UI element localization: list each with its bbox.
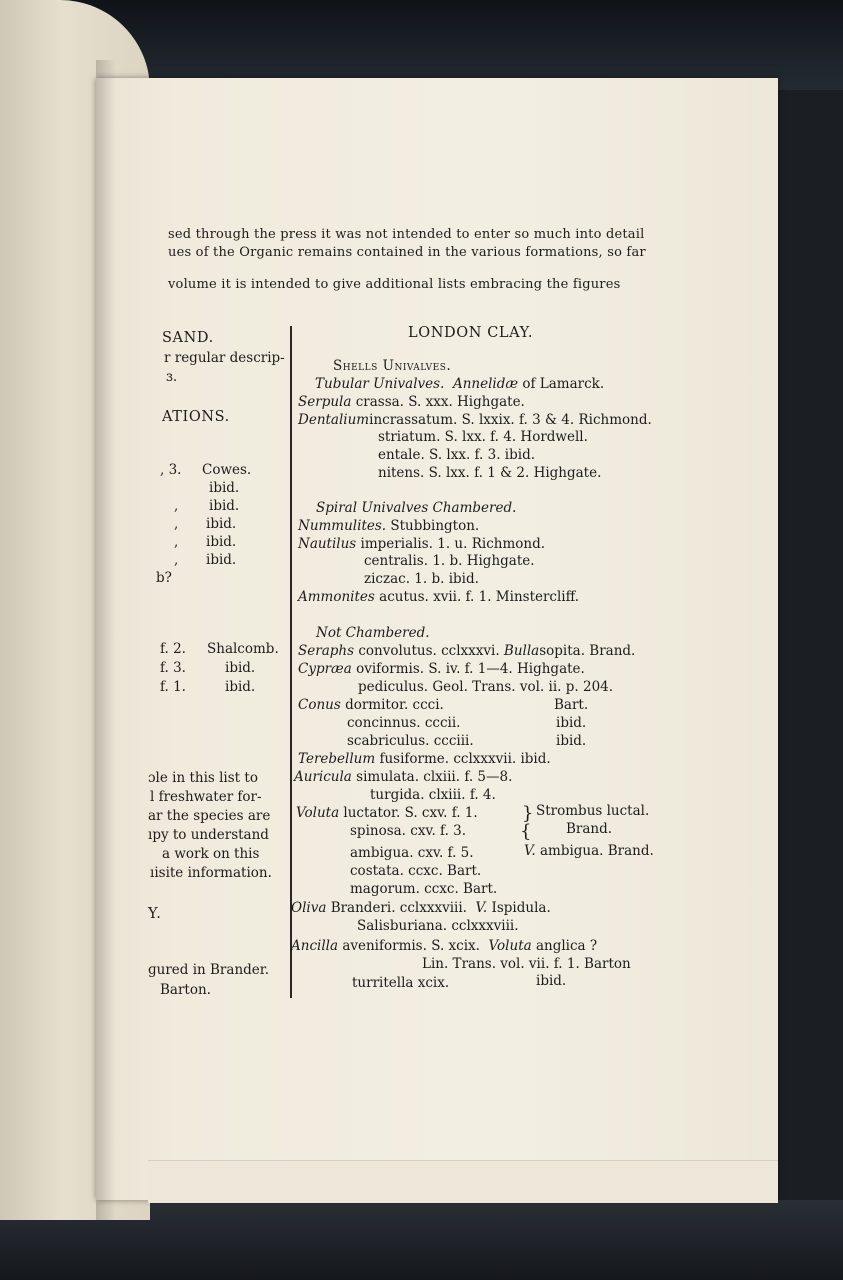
shells-univalves-heading: Shells Univalves.: [333, 358, 452, 374]
entry-detail: fusiforme. cclxxxvii. ibid.: [379, 751, 551, 767]
para-line: a work on this: [162, 846, 260, 862]
london-clay-heading: LONDON CLAY.: [408, 325, 534, 341]
genus-name: Bulla: [503, 643, 540, 659]
cypraea-row: [298, 661, 585, 678]
conus-row: [298, 697, 444, 714]
strombus-label: Strombus luctal.: [536, 803, 650, 819]
entry-detail: anglica ?: [535, 938, 598, 954]
genus-abbrev: V.: [475, 900, 488, 916]
pediculus-row: pediculus. Geol. Trans. vol. ii. p. 204.: [358, 679, 614, 695]
para-line: l freshwater for-: [150, 789, 262, 805]
entry-detail: crassa. S. xxx. Highgate.: [355, 394, 525, 410]
left-ref: , 3.: [160, 462, 182, 478]
turritella-row: turritella xcix.: [352, 975, 450, 991]
not-chambered-heading: Not Chambered.: [316, 625, 430, 641]
annelidae-label: Annelidæ: [452, 376, 519, 392]
entry-detail: ambigua. Brand.: [539, 843, 654, 859]
descrip-line-1: r regular descrip-: [164, 350, 285, 366]
centralis-row: centralis. 1. b. Highgate.: [364, 553, 535, 569]
spinosa-row: spinosa. cxv. f. 3.: [350, 823, 467, 839]
scabriculus-place: ibid.: [556, 733, 587, 749]
entale-row: entale. S. lxx. f. 3. ibid.: [378, 447, 536, 463]
left-ref: ,: [174, 516, 179, 532]
para-line: ıisite information.: [150, 865, 272, 881]
salisburiana-row: Salisburiana. cclxxxviii.: [357, 918, 519, 934]
genus-name: Ammonites: [298, 589, 375, 605]
column-divider: [290, 326, 292, 998]
left-place: ibid.: [206, 552, 237, 568]
left-ref: f. 2.: [160, 641, 186, 657]
descrip-line-2: ɜ.: [166, 369, 178, 385]
spiral-heading: Spiral Univalves Chambered.: [316, 500, 517, 516]
genus-name: Cypræa: [298, 661, 352, 677]
y-heading: Y.: [148, 906, 162, 922]
genus-name: Ancilla: [291, 938, 339, 954]
ziczac-row: ziczac. 1. b. ibid.: [364, 571, 479, 587]
entry-detail: dormitor. ccci.: [345, 697, 444, 713]
genus-name: Serpula: [298, 394, 352, 410]
genus-name: Voluta: [488, 938, 532, 954]
left-place: ibid.: [225, 679, 256, 695]
brand-label: Brand.: [566, 821, 613, 837]
ancilla-row: [291, 938, 597, 955]
genus-name: Conus: [298, 697, 341, 713]
seraphs-row: [298, 643, 635, 660]
lin-trans-row: Lin. Trans. vol. vii. f. 1. Barton: [422, 956, 631, 972]
left-ref: ,: [174, 498, 179, 514]
magorum-row: magorum. ccxc. Bart.: [350, 881, 498, 897]
intro-line-2: ues of the Organic remains contained in the various formations, so far: [168, 245, 646, 260]
nummulites-row: [298, 518, 479, 535]
serpula-row: [298, 394, 525, 411]
oliva-row: [291, 900, 551, 917]
genus-abbrev: V.: [524, 843, 536, 859]
left-place: ibid.: [209, 480, 240, 496]
entry-detail: aveniformis. S. xcix.: [342, 938, 480, 954]
v-ambigua: [524, 843, 654, 860]
concinnus-row: concinnus. cccii.: [347, 715, 461, 731]
genus-name: Terebellum: [298, 751, 376, 767]
para-line: ıpy to understand: [148, 827, 269, 843]
genus-name: Voluta: [296, 805, 340, 821]
of-lamarck: of Lamarck.: [522, 376, 605, 392]
entry-detail: oviformis. S. iv. f. 1—4. Highgate.: [356, 661, 585, 677]
entry-detail: Stubbington.: [390, 518, 480, 534]
tail-line-2: Barton.: [160, 982, 211, 998]
genus-name: Nautilus: [298, 536, 357, 552]
left-place: ibid.: [206, 534, 237, 550]
intro-line-1: sed through the press it was not intended to enter so much into detail: [168, 227, 645, 242]
entry-detail: luctator. S. cxv. f. 1.: [343, 805, 478, 821]
tubular-line: [315, 376, 604, 393]
genus-name: Dentalium: [298, 412, 370, 428]
costata-row: costata. ccxc. Bart.: [350, 863, 482, 879]
left-place: Cowes.: [202, 462, 252, 478]
left-place: ibid.: [209, 498, 240, 514]
scabriculus-row: scabriculus. ccciii.: [347, 733, 474, 749]
entry-detail: imperialis. 1. u. Richmond.: [360, 536, 546, 552]
para-line: ɔle in this list to: [148, 770, 258, 786]
entry-detail: Branderi. cclxxxviii.: [330, 900, 467, 916]
intro-line-3: volume it is intended to give additional lists embracing the figures: [168, 277, 621, 292]
entry-detail: acutus. xvii. f. 1. Minstercliff.: [379, 589, 580, 605]
nitens-row: nitens. S. lxx. f. 1 & 2. Highgate.: [378, 465, 602, 481]
left-ref: f. 3.: [160, 660, 186, 676]
entry-detail: convolutus. cclxxxvi.: [358, 643, 500, 659]
left-ref: f. 1.: [160, 679, 186, 695]
left-ref: ,: [174, 534, 179, 550]
nautilus-row: [298, 536, 545, 553]
ambigua-row: ambigua. cxv. f. 5.: [350, 845, 474, 861]
brace-top: }: [522, 803, 534, 824]
tubular-label: Tubular Univalves.: [315, 376, 445, 392]
brace-bottom: {: [520, 821, 532, 842]
para-line: ar the species are: [148, 808, 271, 824]
left-ref: ,: [174, 552, 179, 568]
tail-line-1: ɡured in Brander.: [148, 962, 270, 978]
ations-heading: ATIONS.: [162, 409, 230, 425]
left-ref: b?: [156, 570, 172, 586]
genus-name: Seraphs: [298, 643, 355, 659]
terebellum-row: [298, 751, 551, 768]
entry-detail: sopita. Brand.: [539, 643, 636, 659]
concinnus-place: ibid.: [556, 715, 587, 731]
entry-detail: simulata. clxiii. f. 5—8.: [356, 769, 513, 785]
sand-heading: SAND.: [162, 330, 214, 346]
dentalium-row: [298, 412, 652, 429]
left-place: Shalcomb.: [207, 641, 279, 657]
conus-place: Bart.: [554, 697, 589, 713]
entry-detail: Ispidula.: [491, 900, 551, 916]
turgida-row: turgida. clxiii. f. 4.: [370, 787, 496, 803]
turritella-place: ibid.: [536, 973, 567, 989]
genus-name: Oliva: [291, 900, 327, 916]
auricula-row: [294, 769, 512, 786]
genus-name: Nummulites.: [298, 518, 387, 534]
left-place: ibid.: [206, 516, 237, 532]
left-place: ibid.: [225, 660, 256, 676]
striatum-row: striatum. S. lxx. f. 4. Hordwell.: [378, 429, 588, 445]
genus-name: Auricula: [294, 769, 352, 785]
entry-detail: incrassatum. S. lxxix. f. 3 & 4. Richmond.: [369, 412, 652, 428]
voluta-row: [296, 805, 478, 822]
ammonites-row: [298, 589, 579, 606]
